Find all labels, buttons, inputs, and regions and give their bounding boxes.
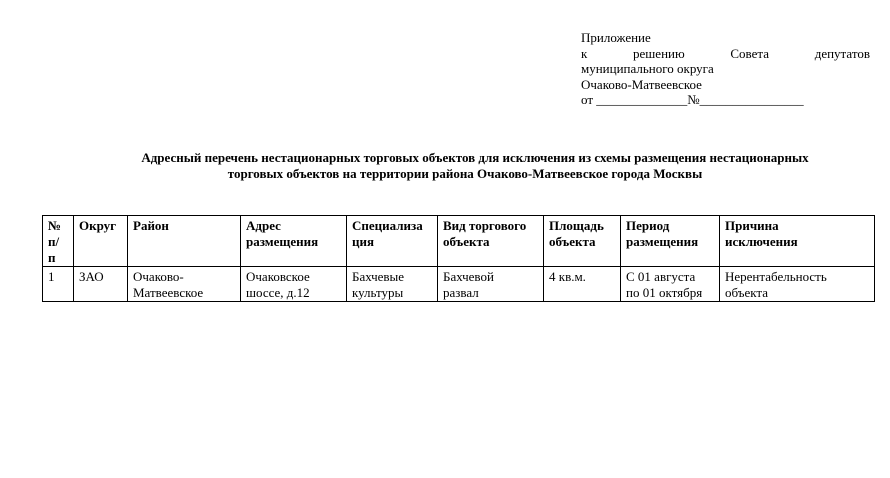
header-text: Причина xyxy=(725,218,779,233)
cell-text: объекта xyxy=(725,285,769,300)
objects-table xyxy=(42,215,875,302)
cell-district xyxy=(128,267,241,302)
header-text: объекта xyxy=(549,234,596,249)
header-text: Специализа xyxy=(352,218,423,233)
cell-text: С 01 августа xyxy=(626,269,696,284)
cell-text: Матвеевское xyxy=(133,285,204,300)
header-cell-okrug xyxy=(74,216,128,267)
appendix-district-name: Очаково-Матвеевское xyxy=(581,76,702,92)
cell-text: по 01 октября xyxy=(626,285,703,300)
header-cell-reason xyxy=(720,216,875,267)
cell-number xyxy=(43,267,74,302)
cell-text: ЗАО xyxy=(79,269,104,284)
header-text: Адрес xyxy=(246,218,281,233)
cell-okrug xyxy=(74,267,128,302)
header-cell-object-type xyxy=(438,216,544,267)
cell-text: 4 кв.м. xyxy=(549,269,586,284)
cell-address xyxy=(241,267,347,302)
table-header-row xyxy=(43,216,875,267)
cell-period xyxy=(621,267,720,302)
header-text: Вид торгового xyxy=(443,218,527,233)
cell-reason xyxy=(720,267,875,302)
header-text: размещения xyxy=(626,234,699,249)
appendix-decision-line xyxy=(581,46,870,62)
header-text: исключения xyxy=(725,234,798,249)
header-cell-area xyxy=(544,216,621,267)
cell-text: шоссе, д.12 xyxy=(246,285,310,300)
header-text: п/ xyxy=(48,234,60,249)
appendix-word: Совета xyxy=(730,45,770,61)
header-cell-specialization xyxy=(347,216,438,267)
header-cell-district xyxy=(128,216,241,267)
document-title-line: Адресный перечень нестационарных торговых объектов для исключения из схемы размещения нестационарных xyxy=(141,150,809,165)
cell-text: Бахчевой xyxy=(443,269,494,284)
appendix-block xyxy=(581,30,870,108)
header-text: объекта xyxy=(443,234,490,249)
header-text: Площадь xyxy=(549,218,604,233)
header-cell-period xyxy=(621,216,720,267)
cell-text: Бахчевые xyxy=(352,269,405,284)
cell-text: культуры xyxy=(352,285,404,300)
appendix-date-number-line: от ______________№________________ xyxy=(581,92,804,108)
appendix-district-line: муниципального округа xyxy=(581,61,714,77)
appendix-word: к xyxy=(581,45,588,61)
cell-text: развал xyxy=(443,285,479,300)
appendix-word: депутатов xyxy=(814,45,870,61)
appendix-word: решению xyxy=(633,45,685,61)
cell-text: Очаковское xyxy=(246,269,310,284)
document-title xyxy=(40,150,890,182)
header-text: Район xyxy=(133,218,169,233)
cell-object-type xyxy=(438,267,544,302)
header-text: п xyxy=(48,250,56,265)
cell-area xyxy=(544,267,621,302)
header-cell-address xyxy=(241,216,347,267)
cell-text: Нерентабельность xyxy=(725,269,827,284)
cell-specialization xyxy=(347,267,438,302)
header-text: № xyxy=(48,218,62,233)
cell-text: Очаково- xyxy=(133,269,184,284)
document-title-line: торговых объектов на территории района Очаково-Матвеевское города Москвы xyxy=(227,166,703,181)
cell-text: 1 xyxy=(48,269,55,284)
header-text: Период xyxy=(626,218,670,233)
table-row xyxy=(43,267,875,302)
header-cell-number xyxy=(43,216,74,267)
header-text: ция xyxy=(352,234,375,249)
header-text: Округ xyxy=(79,218,117,233)
header-text: размещения xyxy=(246,234,319,249)
appendix-heading: Приложение xyxy=(581,30,651,45)
